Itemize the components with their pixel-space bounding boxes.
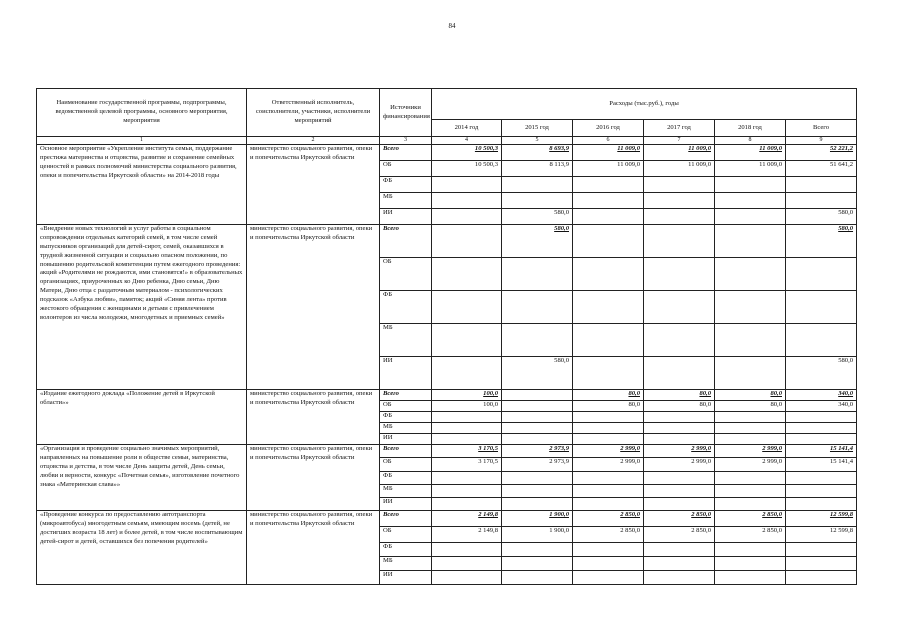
col-number: 8: [715, 137, 786, 145]
year-value: [573, 498, 644, 511]
total-value: [786, 177, 857, 193]
year-value: [573, 357, 644, 390]
year-value: [715, 571, 786, 585]
year-value: 2 149,8: [432, 511, 502, 527]
year-value: [644, 225, 715, 258]
funding-source: ОБ: [380, 161, 432, 177]
total-value: [786, 291, 857, 324]
funding-source: Всего: [380, 145, 432, 161]
year-value: [715, 258, 786, 291]
year-value: 80,0: [573, 390, 644, 401]
total-value: 15 141,4: [786, 458, 857, 472]
year-value: [715, 557, 786, 571]
table-row: [37, 445, 857, 458]
year-value: [715, 543, 786, 557]
funding-source: Всего: [380, 511, 432, 527]
year-value: [432, 412, 502, 423]
funding-source: МБ: [380, 324, 432, 357]
year-value: 2 999,0: [573, 445, 644, 458]
funding-source: ОБ: [380, 527, 432, 543]
year-value: [502, 434, 573, 445]
funding-source: ФБ: [380, 472, 432, 485]
year-value: [573, 472, 644, 485]
year-value: 2 850,0: [644, 511, 715, 527]
year-value: [432, 193, 502, 209]
year-value: [573, 557, 644, 571]
year-value: [644, 209, 715, 225]
year-value: 2 973,9: [502, 445, 573, 458]
year-value: 11 009,0: [644, 145, 715, 161]
year-value: 2 999,0: [715, 458, 786, 472]
funding-source: ИИ: [380, 498, 432, 511]
year-value: 2 999,0: [573, 458, 644, 472]
year-value: 3 170,5: [432, 445, 502, 458]
total-value: 580,0: [786, 225, 857, 258]
year-value: [644, 434, 715, 445]
funding-source: ОБ: [380, 458, 432, 472]
year-value: [502, 258, 573, 291]
year-value: [715, 209, 786, 225]
year-value: [715, 324, 786, 357]
year-value: [644, 571, 715, 585]
total-value: [786, 472, 857, 485]
year-value: [432, 258, 502, 291]
table-row: [37, 511, 857, 527]
year-value: [644, 498, 715, 511]
year-value: [715, 193, 786, 209]
header-year: 2018 год: [715, 120, 786, 137]
total-value: 52 221,2: [786, 145, 857, 161]
total-value: [786, 571, 857, 585]
funding-source: Всего: [380, 445, 432, 458]
header-year: 2014 год: [432, 120, 502, 137]
funding-source: Всего: [380, 225, 432, 258]
total-value: [786, 485, 857, 498]
year-value: [715, 291, 786, 324]
year-value: [502, 485, 573, 498]
funding-source: ИИ: [380, 434, 432, 445]
year-value: [502, 557, 573, 571]
year-value: [644, 557, 715, 571]
year-value: [502, 401, 573, 412]
year-value: [715, 423, 786, 434]
responsible-executor: министерство социального развития, опеки и попечительства Иркутской области: [247, 390, 380, 445]
year-value: 80,0: [715, 390, 786, 401]
header-year: 2017 год: [644, 120, 715, 137]
funding-source: МБ: [380, 485, 432, 498]
year-value: [715, 412, 786, 423]
funding-source: Всего: [380, 390, 432, 401]
total-value: [786, 193, 857, 209]
year-value: [502, 291, 573, 324]
year-value: [715, 485, 786, 498]
funding-source: МБ: [380, 193, 432, 209]
year-value: 100,0: [432, 390, 502, 401]
funding-source: ОБ: [380, 401, 432, 412]
year-value: 580,0: [502, 225, 573, 258]
header-expenses: Расходы (тыс.руб.), годы: [432, 89, 857, 120]
col-number: 7: [644, 137, 715, 145]
header-source: Источники финансирования: [380, 89, 432, 137]
responsible-executor: министерство социального развития, опеки и попечительства Иркутской области: [247, 445, 380, 511]
year-value: 2 149,8: [432, 527, 502, 543]
total-value: 15 141,4: [786, 445, 857, 458]
total-value: [786, 498, 857, 511]
total-value: [786, 258, 857, 291]
year-value: [573, 193, 644, 209]
year-value: 100,0: [432, 401, 502, 412]
col-number: 3: [380, 137, 432, 145]
responsible-executor: министерство социального развития, опеки и попечительства Иркутской области: [247, 511, 380, 585]
year-value: 3 170,5: [432, 458, 502, 472]
activity-name: Основное мероприятие «Укрепление института семьи, поддержание престижа материнства и отцовства, развитие и сохранение семейных ценностей в рамках полномочий министерства социального развития, опеки и попечительства Иркутской области» на 2014-2018 годы: [37, 145, 247, 225]
total-value: [786, 543, 857, 557]
year-value: [644, 485, 715, 498]
year-value: [573, 485, 644, 498]
funding-source: МБ: [380, 557, 432, 571]
year-value: [644, 324, 715, 357]
header-year: 2016 год: [573, 120, 644, 137]
year-value: [573, 177, 644, 193]
year-value: 80,0: [573, 401, 644, 412]
year-value: [432, 434, 502, 445]
year-value: [644, 472, 715, 485]
table-row: [37, 225, 857, 258]
year-value: 2 999,0: [644, 458, 715, 472]
year-value: [432, 291, 502, 324]
funding-source: ИИ: [380, 357, 432, 390]
year-value: [432, 485, 502, 498]
year-value: [573, 412, 644, 423]
responsible-executor: министерство социального развития, опеки и попечительства Иркутской области: [247, 145, 380, 225]
total-value: [786, 423, 857, 434]
year-value: [644, 258, 715, 291]
activity-name: «Проведение конкурса по предоставлению автотранспорта (микроавтобуса) многодетным семьям, имеющим восемь (детей, не достигших возраста 18 лет) и более детей, в том числе воспитывающим детей-сирот и детей, оставшихся без попечения родителей»: [37, 511, 247, 585]
year-value: [573, 291, 644, 324]
funding-source: ФБ: [380, 177, 432, 193]
year-value: 580,0: [502, 357, 573, 390]
year-value: [432, 357, 502, 390]
col-number: 2: [247, 137, 380, 145]
year-value: 2 850,0: [573, 527, 644, 543]
year-value: [432, 423, 502, 434]
year-value: [502, 390, 573, 401]
year-value: [502, 177, 573, 193]
header-name: Наименование государственной программы, подпрограммы, ведомственной целевой программы, основного мероприятия, мероприятия: [37, 89, 247, 137]
header-executor: Ответственный исполнитель, соисполнители, участники, исполнители мероприятий: [247, 89, 380, 137]
total-value: [786, 324, 857, 357]
header-year: 2015 год: [502, 120, 573, 137]
funding-source: ФБ: [380, 543, 432, 557]
year-value: [502, 412, 573, 423]
year-value: [432, 209, 502, 225]
year-value: [644, 412, 715, 423]
year-value: [715, 498, 786, 511]
col-number: 1: [37, 137, 247, 145]
year-value: 11 009,0: [644, 161, 715, 177]
table-body: [37, 145, 857, 585]
year-value: 11 009,0: [715, 161, 786, 177]
total-value: [786, 557, 857, 571]
year-value: [432, 472, 502, 485]
year-value: 2 850,0: [644, 527, 715, 543]
year-value: 2 973,9: [502, 458, 573, 472]
year-value: [502, 193, 573, 209]
year-value: 11 009,0: [573, 145, 644, 161]
year-value: 2 850,0: [715, 511, 786, 527]
year-value: 10 500,3: [432, 145, 502, 161]
year-value: 8 113,9: [502, 161, 573, 177]
col-number: 4: [432, 137, 502, 145]
year-value: [573, 258, 644, 291]
funding-source: ОБ: [380, 258, 432, 291]
year-value: [502, 571, 573, 585]
year-value: [715, 225, 786, 258]
year-value: [573, 434, 644, 445]
year-value: [715, 472, 786, 485]
year-value: [573, 423, 644, 434]
total-value: 12 599,8: [786, 527, 857, 543]
year-value: [502, 472, 573, 485]
year-value: [502, 324, 573, 357]
year-value: [715, 434, 786, 445]
table-row: [37, 145, 857, 161]
year-value: 8 693,9: [502, 145, 573, 161]
page-number: 84: [448, 22, 456, 30]
year-value: [644, 423, 715, 434]
funding-source: ФБ: [380, 291, 432, 324]
year-value: [644, 543, 715, 557]
year-value: [573, 209, 644, 225]
year-value: 1 900,0: [502, 511, 573, 527]
year-value: 80,0: [644, 390, 715, 401]
year-value: 10 500,3: [432, 161, 502, 177]
activity-name: «Внедрение новых технологий и услуг работы в социальном сопровождении отдельных категорий семей, в том числе семей выпускников организаций для детей-сирот, семей, оказавшихся в трудной жизненной ситуации и социально опасном положении, по повышению родительской компетенции путем ежегодного проведения: акций «Родителями не рождаются, ими становятся!» в образовательных организациях, приуроченных ко Дню ребенка, Дню семьи, Дню Матери, Дню отца с раздаточным материалом - психологических подсказок «Азбука любви», памяток; акций «Синяя лента» против жестокого обращения с женщинами и детьми с привлечением волонтеров из числа молодежи, многодетных и приемных семей»: [37, 225, 247, 390]
funding-source: ФБ: [380, 412, 432, 423]
year-value: 1 900,0: [502, 527, 573, 543]
year-value: 580,0: [502, 209, 573, 225]
year-value: [644, 291, 715, 324]
total-value: 12 599,8: [786, 511, 857, 527]
activity-name: «Организация и проведение социально значимых мероприятий, направленных на повышение роли в обществе семьи, материнства, отцовства и детства, в том числе День защиты детей, День семьи, любви и верности, конкурс «Почетная семья», изготовление почетного знака «Материнская слава»»: [37, 445, 247, 511]
year-value: [432, 543, 502, 557]
year-value: [573, 225, 644, 258]
total-value: 580,0: [786, 357, 857, 390]
year-value: 11 009,0: [573, 161, 644, 177]
year-value: 80,0: [644, 401, 715, 412]
year-value: [432, 557, 502, 571]
funding-source: МБ: [380, 423, 432, 434]
total-value: 580,0: [786, 209, 857, 225]
table-row: [37, 390, 857, 401]
total-value: [786, 412, 857, 423]
year-value: [502, 423, 573, 434]
responsible-executor: министерство социального развития, опеки и попечительства Иркутской области: [247, 225, 380, 390]
total-value: [786, 434, 857, 445]
year-value: [644, 357, 715, 390]
activity-name: «Издание ежегодного доклада «Положение детей в Иркутской области»»: [37, 390, 247, 445]
year-value: [573, 543, 644, 557]
col-number: 9: [786, 137, 857, 145]
total-value: 51 641,2: [786, 161, 857, 177]
year-value: [573, 571, 644, 585]
year-value: [432, 324, 502, 357]
year-value: 2 850,0: [573, 511, 644, 527]
year-value: 2 850,0: [715, 527, 786, 543]
year-value: [432, 498, 502, 511]
total-value: 340,0: [786, 390, 857, 401]
year-value: 80,0: [715, 401, 786, 412]
col-number: 6: [573, 137, 644, 145]
funding-source: ИИ: [380, 209, 432, 225]
year-value: [502, 498, 573, 511]
year-value: [432, 571, 502, 585]
funding-source: ИИ: [380, 571, 432, 585]
year-value: [715, 357, 786, 390]
year-value: [644, 193, 715, 209]
year-value: 2 999,0: [644, 445, 715, 458]
col-number: 5: [502, 137, 573, 145]
year-value: [715, 177, 786, 193]
total-value: 340,0: [786, 401, 857, 412]
expenses-table: [36, 88, 857, 585]
year-value: [502, 543, 573, 557]
year-value: 11 009,0: [715, 145, 786, 161]
year-value: 2 999,0: [715, 445, 786, 458]
year-value: [644, 177, 715, 193]
header-total: Всего: [786, 120, 857, 137]
year-value: [432, 177, 502, 193]
year-value: [573, 324, 644, 357]
year-value: [432, 225, 502, 258]
